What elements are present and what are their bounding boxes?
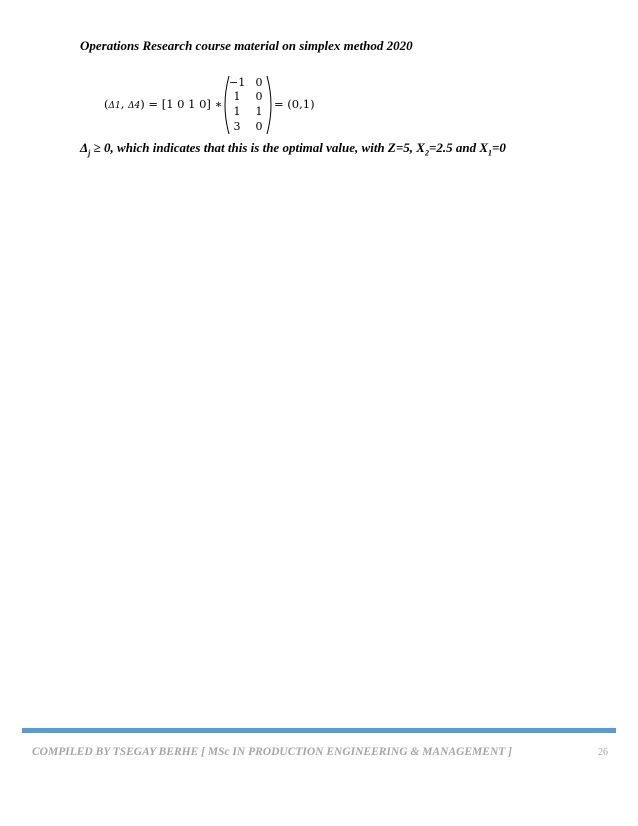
matrix-cell: 1 [233,105,241,118]
delta-subscript: j [88,148,91,158]
footer-author-line: COMPILED BY TSEGAY BERHE [ MSc IN PRODUCTION ENGINEERING & MANAGEMENT ] [32,746,512,758]
equation-lhs [104,97,222,111]
matrix-cell: 1 [233,90,241,103]
matrix-equation [104,75,364,135]
matrix-right-paren [267,76,271,134]
matrix-cell: 0 [255,90,263,103]
matrix-cell: 0 [255,76,263,89]
lhs-separator: , [120,97,129,111]
lhs-close-vector: ) = [1 0 1 0] ∗ [140,97,223,111]
matrix-cell: 3 [233,120,241,133]
optimality-conclusion [80,140,506,158]
delta-4-symbol: 𝛥4 [128,101,141,111]
delta-1-symbol: 𝛥1 [108,101,121,111]
lhs-open: ( [104,97,109,111]
x1-subscript: 1 [488,148,492,158]
page-number: 26 [598,747,608,758]
conclusion-text-1: ≥ 0, which indicates that this is the optimal value, with Z=5, X [90,140,425,155]
delta-symbol: Δ [80,140,89,155]
coefficient-matrix [222,75,274,135]
conclusion-text-3: =0 [492,140,506,155]
footer-rule [22,728,616,733]
matrix-cell: 1 [255,105,263,118]
page-header-title: Operations Research course material on simplex method 2020 [80,38,413,53]
matrix-cell: 0 [255,120,263,133]
conclusion-text-2: =2.5 and X [428,140,488,155]
x2-subscript: 2 [424,148,429,158]
matrix-cell: −1 [229,76,246,89]
equation-rhs: = (0,1) [274,97,315,111]
